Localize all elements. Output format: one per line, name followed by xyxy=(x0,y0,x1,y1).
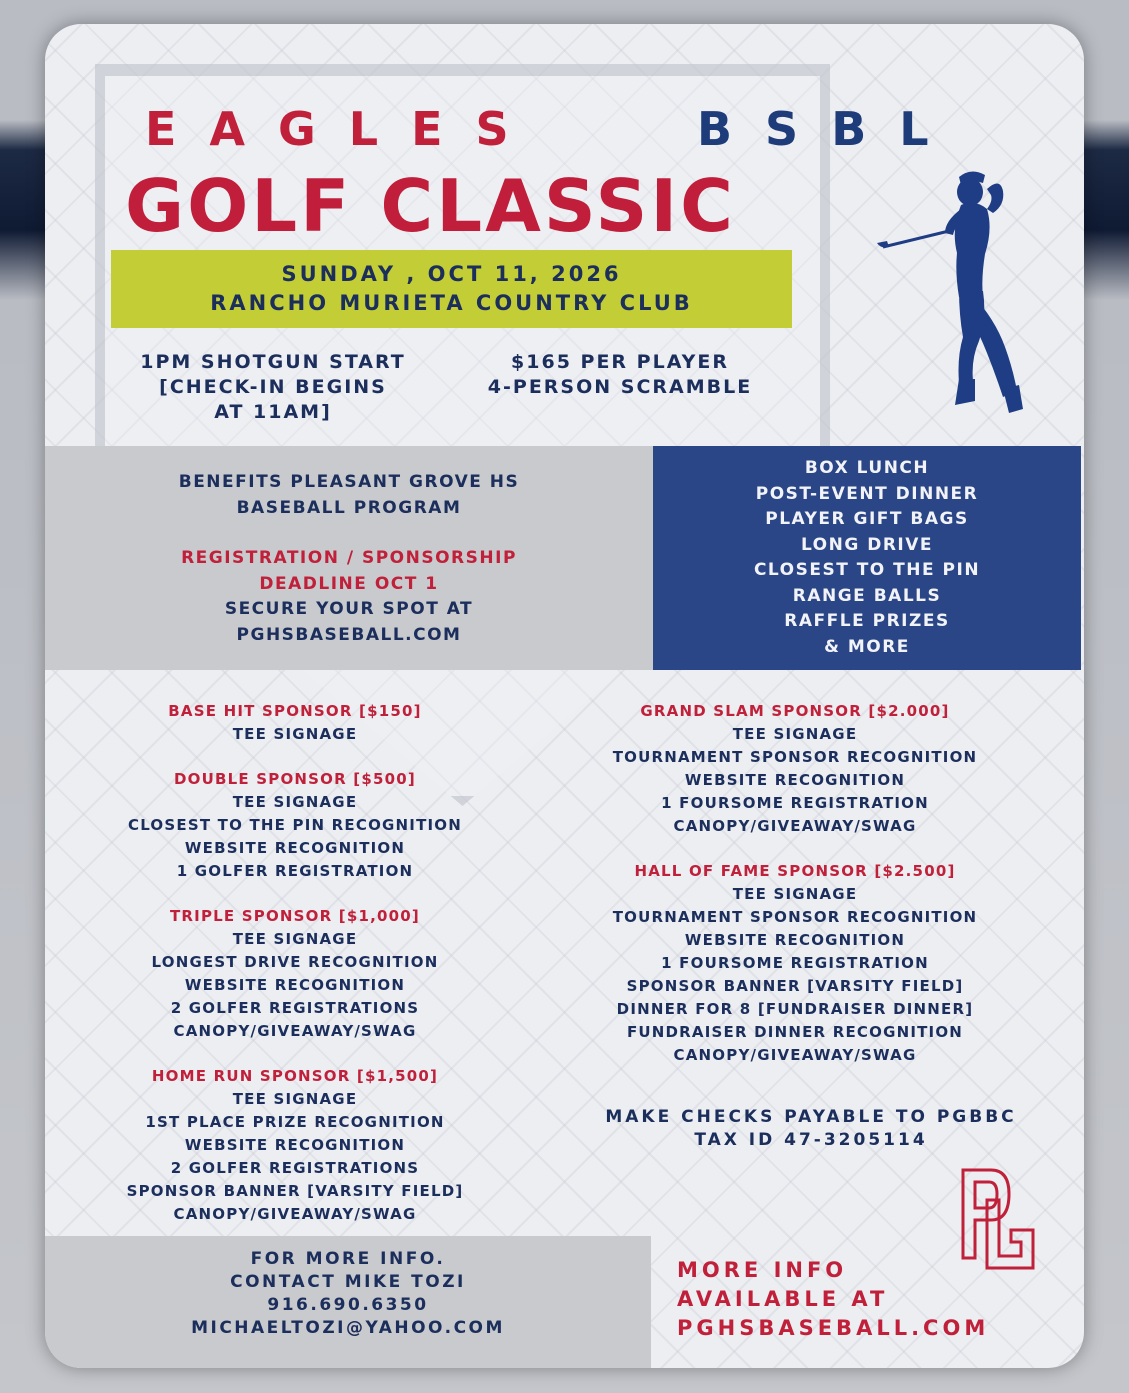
benefits-line-1: BENEFITS PLEASANT GROVE HS xyxy=(178,472,520,492)
benefits-box xyxy=(45,446,653,670)
include-item: POST-EVENT DINNER xyxy=(755,483,979,504)
include-item: PLAYER GIFT BAGS xyxy=(765,509,969,529)
sponsor-title: TRIPLE SPONSOR [$1,000] xyxy=(169,907,420,925)
sponsor-benefit: CLOSEST TO THE PIN RECOGNITION xyxy=(127,816,463,834)
sponsor-title: GRAND SLAM SPONSOR [$2.000] xyxy=(640,702,950,720)
contact-box xyxy=(45,1236,651,1368)
more-info-website[interactable]: PGHSBASEBALL.COM xyxy=(677,1316,990,1340)
start-time: 1PM SHOTGUN START xyxy=(140,351,406,373)
sponsor-benefit: DINNER FOR 8 [FUNDRAISER DINNER] xyxy=(616,1000,974,1018)
sponsor-tier xyxy=(85,1065,505,1226)
contact-email[interactable]: MICHAELTOZI@YAHOO.COM xyxy=(191,1318,505,1338)
sponsor-benefit: CANOPY/GIVEAWAY/SWAG xyxy=(673,817,917,835)
golfer-silhouette-icon xyxy=(875,169,1025,419)
checks-payable: MAKE CHECKS PAYABLE TO PGBBC xyxy=(605,1107,1017,1127)
sponsor-benefit: WEBSITE RECOGNITION xyxy=(684,771,906,789)
price-info xyxy=(455,350,785,400)
tax-id: TAX ID 47-3205114 xyxy=(694,1130,928,1150)
sponsor-benefit: 2 GOLFER REGISTRATIONS xyxy=(170,1159,420,1177)
checkin-line: [CHECK-IN BEGINS xyxy=(159,376,387,398)
more-info-line-2: AVAILABLE AT xyxy=(677,1287,889,1311)
include-item: RAFFLE PRIZES xyxy=(784,611,950,631)
sponsor-benefit: 1ST PLACE PRIZE RECOGNITION xyxy=(145,1113,445,1131)
sponsor-benefit: WEBSITE RECOGNITION xyxy=(184,1136,406,1154)
logo-text: PG xyxy=(957,1164,959,1165)
sponsor-benefit: 1 FOURSOME REGISTRATION xyxy=(661,794,929,812)
sponsor-tier xyxy=(85,905,505,1043)
checks-info xyxy=(571,1106,1051,1152)
sponsor-tier xyxy=(565,860,1025,1067)
checkin-time: AT 11AM] xyxy=(214,401,332,423)
sponsor-benefit: LONGEST DRIVE RECOGNITION xyxy=(151,953,439,971)
include-item: LONG DRIVE xyxy=(800,534,934,555)
sponsor-tiers-left xyxy=(85,700,505,1248)
sponsor-benefit: CANOPY/GIVEAWAY/SWAG xyxy=(673,1046,917,1064)
benefits-line-2: BASEBALL PROGRAM xyxy=(236,497,462,518)
include-item: RANGE BALLS xyxy=(792,585,942,606)
sponsor-benefit: WEBSITE RECOGNITION xyxy=(184,839,406,857)
sponsor-benefit: TOURNAMENT SPONSOR RECOGNITION xyxy=(612,748,978,766)
secure-line-1: SECURE YOUR SPOT AT xyxy=(224,599,474,619)
event-venue: RANCHO MURIETA COUNTRY CLUB xyxy=(210,291,693,315)
sponsor-benefit: WEBSITE RECOGNITION xyxy=(684,931,906,949)
sponsor-benefit: TEE SIGNAGE xyxy=(732,725,858,743)
sponsor-benefit: TEE SIGNAGE xyxy=(732,885,858,903)
sponsor-title: HOME RUN SPONSOR [$1,500] xyxy=(151,1067,439,1085)
contact-line-1: FOR MORE INFO. xyxy=(250,1249,446,1269)
sponsor-benefit: FUNDRAISER DINNER RECOGNITION xyxy=(626,1023,964,1041)
sponsor-benefit: 1 GOLFER REGISTRATION xyxy=(176,862,414,880)
format: 4-PERSON SCRAMBLE xyxy=(487,376,753,398)
title-bsbl: BSBL xyxy=(697,102,962,156)
deadline-line-1: REGISTRATION / SPONSORSHIP xyxy=(181,548,517,568)
price-per-player: $165 PER PLAYER xyxy=(511,351,729,373)
sponsor-title: BASE HIT SPONSOR [$150] xyxy=(168,702,422,720)
deadline-line-2: DEADLINE OCT 1 xyxy=(259,573,439,594)
sponsor-tier xyxy=(565,700,1025,838)
event-date: SUNDAY , OCT 11, 2026 xyxy=(281,262,622,286)
sponsor-tiers-right xyxy=(565,700,1025,1089)
sponsor-title: HALL OF FAME SPONSOR [$2.500] xyxy=(634,862,956,880)
sponsor-benefit: SPONSOR BANNER [VARSITY FIELD] xyxy=(126,1182,464,1200)
sponsor-benefit: TEE SIGNAGE xyxy=(232,930,358,948)
start-info xyxy=(123,350,423,425)
sponsor-benefit: TEE SIGNAGE xyxy=(232,793,358,811)
event-date-band xyxy=(111,250,792,328)
sponsor-benefit: SPONSOR BANNER [VARSITY FIELD] xyxy=(626,977,964,995)
title-eagles: EAGLES xyxy=(145,102,542,156)
more-info-line-1: MORE INFO xyxy=(677,1258,848,1282)
sponsor-benefit: 1 FOURSOME REGISTRATION xyxy=(661,954,929,972)
sponsor-tier xyxy=(85,768,505,883)
sponsor-benefit: WEBSITE RECOGNITION xyxy=(184,976,406,994)
sponsor-benefit: CANOPY/GIVEAWAY/SWAG xyxy=(173,1022,417,1040)
more-info xyxy=(677,1256,989,1343)
include-item: CLOSEST TO THE PIN xyxy=(753,560,981,580)
includes-box xyxy=(653,446,1081,670)
title-golf-classic: GOLF CLASSIC xyxy=(125,164,736,248)
sponsor-title: DOUBLE SPONSOR [$500] xyxy=(174,770,416,788)
secure-website[interactable]: PGHSBASEBALL.COM xyxy=(236,624,462,645)
contact-phone[interactable]: 916.690.6350 xyxy=(267,1295,429,1315)
include-item: BOX LUNCH xyxy=(804,458,930,478)
sponsor-benefit: 2 GOLFER REGISTRATIONS xyxy=(170,999,420,1017)
flyer-card xyxy=(45,24,1084,1368)
sponsor-benefit: TOURNAMENT SPONSOR RECOGNITION xyxy=(612,908,978,926)
include-item: & MORE xyxy=(824,636,910,657)
sponsor-tier xyxy=(85,700,505,746)
sponsor-benefit: TEE SIGNAGE xyxy=(232,1090,358,1108)
sponsor-benefit: TEE SIGNAGE xyxy=(232,725,358,743)
sponsor-benefit: CANOPY/GIVEAWAY/SWAG xyxy=(173,1205,417,1223)
contact-name: CONTACT MIKE TOZI xyxy=(230,1272,466,1292)
